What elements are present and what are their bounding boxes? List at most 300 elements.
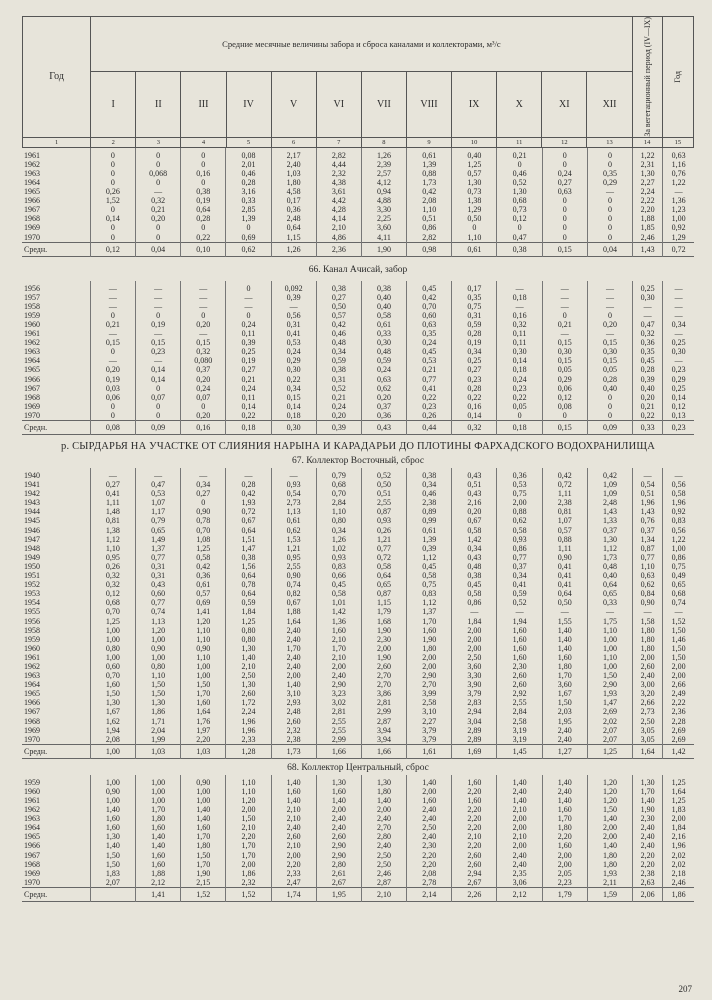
average-cell: 2,14 <box>407 887 452 901</box>
year-cell: 1962 <box>24 661 40 671</box>
value-cell: 2,40 <box>633 671 663 680</box>
value-cell: 0,72 <box>361 553 406 562</box>
table-row <box>22 281 694 293</box>
value-cell: 0,14 <box>663 393 694 402</box>
value-cell: 1,50 <box>587 805 632 814</box>
value-cell: 1,80 <box>361 787 406 796</box>
table-row <box>22 233 694 243</box>
value-cell: 2,84 <box>497 707 542 716</box>
value-cell: 0,70 <box>90 671 135 680</box>
value-cell: 0,31 <box>452 311 497 320</box>
value-cell: 1,33 <box>587 516 632 525</box>
value-cell: 2,20 <box>542 832 587 841</box>
value-cell: — <box>542 281 587 293</box>
year-cell: 1968 <box>24 716 40 726</box>
value-cell: 1,90 <box>407 635 452 644</box>
value-cell: 1,38 <box>90 526 135 535</box>
value-cell: 0,79 <box>316 468 361 480</box>
average-cell: 1,59 <box>587 887 632 901</box>
value-cell: 0,67 <box>226 516 271 525</box>
value-cell: 1,60 <box>90 823 135 832</box>
value-cell: 0,69 <box>181 598 226 607</box>
column-number: 13 <box>587 137 632 147</box>
value-cell: 1,15 <box>361 598 406 607</box>
value-cell: 2,60 <box>497 671 542 680</box>
column-number: 1 <box>23 137 91 147</box>
value-cell: — <box>542 293 587 302</box>
value-cell: 0,81 <box>542 507 587 516</box>
value-cell: 2,25 <box>361 214 406 223</box>
value-cell: 1,90 <box>361 653 406 662</box>
value-cell: 0,48 <box>316 338 361 347</box>
table-row <box>22 169 694 178</box>
year-cell: 1965 <box>24 832 40 842</box>
value-cell: — <box>587 293 632 302</box>
value-cell: 2,00 <box>271 671 316 680</box>
value-cell: 0,35 <box>587 169 632 178</box>
table-row <box>22 402 694 411</box>
value-cell: — <box>181 281 226 293</box>
value-cell: 0,24 <box>181 384 226 393</box>
value-cell: 0,14 <box>135 365 180 374</box>
value-cell: 0,15 <box>587 356 632 365</box>
value-cell: — <box>90 302 135 311</box>
year-cell: 1942 <box>24 489 40 499</box>
value-cell: 0,29 <box>542 375 587 384</box>
value-cell: 1,60 <box>316 626 361 635</box>
value-cell: 0 <box>226 281 271 293</box>
value-cell: 0,36 <box>497 468 542 480</box>
column-number: 2 <box>91 137 136 147</box>
value-cell: 0,86 <box>497 544 542 553</box>
value-cell: 0,32 <box>181 347 226 356</box>
value-cell: 1,60 <box>542 653 587 662</box>
value-cell: 2,30 <box>497 662 542 671</box>
value-cell: 0,95 <box>271 553 316 562</box>
average-cell: 2,10 <box>361 887 406 901</box>
value-cell: 2,40 <box>497 787 542 796</box>
average-cell: 1,90 <box>361 242 406 256</box>
column-number: 7 <box>316 137 361 147</box>
value-cell: 0,06 <box>542 384 587 393</box>
value-cell: 0,53 <box>271 338 316 347</box>
value-cell: 0,24 <box>316 402 361 411</box>
value-cell: 0,46 <box>497 169 542 178</box>
value-cell: 0 <box>181 498 226 507</box>
value-cell: 2,63 <box>633 878 663 888</box>
value-cell: 1,00 <box>181 671 226 680</box>
value-cell: 0,76 <box>633 516 663 525</box>
value-cell: 2,27 <box>633 178 663 187</box>
column-number: 15 <box>662 137 693 147</box>
value-cell: 2,46 <box>663 878 694 888</box>
value-cell: 0,27 <box>90 480 135 489</box>
table-row <box>22 607 694 616</box>
value-cell: 2,22 <box>663 698 694 707</box>
value-cell: 1,40 <box>407 775 452 787</box>
year-cell: 1962 <box>24 159 40 169</box>
value-cell: 0,45 <box>407 347 452 356</box>
value-cell: 0,50 <box>452 214 497 223</box>
value-cell: 2,69 <box>663 735 694 745</box>
value-cell: 2,50 <box>226 671 271 680</box>
value-cell: 2,20 <box>452 841 497 850</box>
value-cell: 1,40 <box>226 653 271 662</box>
value-cell: 0,60 <box>135 589 180 598</box>
value-cell: 1,30 <box>633 169 663 178</box>
veg-period-header: За вегетационный период (IV—IX) <box>632 17 662 138</box>
value-cell: 0,08 <box>542 402 587 411</box>
value-cell: 0 <box>226 311 271 320</box>
value-cell: 0 <box>181 178 226 187</box>
value-cell: 2,00 <box>407 787 452 796</box>
value-cell: 0,78 <box>226 580 271 589</box>
value-cell: 0 <box>587 223 632 232</box>
value-cell: 0,15 <box>90 338 135 347</box>
value-cell: 0,41 <box>90 489 135 498</box>
value-cell: 0 <box>90 311 135 320</box>
value-cell: 1,60 <box>90 680 135 689</box>
table-row <box>22 775 694 787</box>
value-cell: 1,12 <box>90 535 135 544</box>
value-cell: 0,65 <box>663 580 694 589</box>
year-cell: 1954 <box>24 598 40 608</box>
value-cell: 2,80 <box>361 832 406 841</box>
value-cell: 1,40 <box>316 796 361 805</box>
value-cell: 1,80 <box>542 823 587 832</box>
value-cell: 0,45 <box>407 281 452 293</box>
year-cell: 1964 <box>24 823 40 833</box>
value-cell: 2,40 <box>497 860 542 869</box>
year-cell: 1961 <box>24 329 40 339</box>
value-cell: 0 <box>542 160 587 169</box>
value-cell: 0,12 <box>663 402 694 411</box>
year-total-header: Год <box>662 17 693 138</box>
value-cell: 1,52 <box>90 196 135 205</box>
value-cell: 0,37 <box>181 365 226 374</box>
value-cell: 0,74 <box>271 580 316 589</box>
value-cell: 1,10 <box>181 626 226 635</box>
value-cell: 0 <box>542 196 587 205</box>
average-cell: 2,12 <box>497 887 542 901</box>
value-cell: 1,00 <box>135 796 180 805</box>
value-cell: 1,12 <box>407 598 452 607</box>
value-cell: 0,32 <box>633 329 663 338</box>
value-cell: 3,02 <box>316 698 361 707</box>
value-cell: 0,19 <box>90 375 135 384</box>
value-cell: 0,15 <box>181 338 226 347</box>
value-cell: 1,40 <box>497 775 542 787</box>
value-cell: 1,20 <box>587 787 632 796</box>
value-cell: 1,48 <box>90 507 135 516</box>
value-cell: 1,71 <box>135 717 180 726</box>
year-cell: 1970 <box>24 232 40 242</box>
value-cell: 2,05 <box>542 869 587 878</box>
value-cell: 0,48 <box>361 347 406 356</box>
value-cell: 2,07 <box>587 735 632 745</box>
value-cell: — <box>90 356 135 365</box>
value-cell: 0,41 <box>542 580 587 589</box>
value-cell: 2,50 <box>361 860 406 869</box>
value-cell: 1,13 <box>271 507 316 516</box>
value-cell: 0,50 <box>361 480 406 489</box>
value-cell: 2,90 <box>316 851 361 860</box>
table-row <box>22 375 694 384</box>
value-cell: 1,99 <box>135 735 180 745</box>
value-cell: 0,40 <box>633 384 663 393</box>
value-cell: 0,11 <box>226 393 271 402</box>
value-cell: 2,07 <box>90 878 135 888</box>
value-cell: 1,67 <box>542 689 587 698</box>
year-cell: 1948 <box>24 543 40 553</box>
value-cell: 0,11 <box>226 329 271 338</box>
value-cell: 2,15 <box>181 878 226 888</box>
value-cell: 0,90 <box>633 598 663 607</box>
value-cell: 2,55 <box>497 698 542 707</box>
value-cell: 0,58 <box>497 526 542 535</box>
value-cell: 0,87 <box>361 507 406 516</box>
value-cell: 1,12 <box>587 544 632 553</box>
value-cell: 1,80 <box>271 178 316 187</box>
value-cell: 0,25 <box>226 347 271 356</box>
value-cell: 0,34 <box>452 347 497 356</box>
value-cell: 0,77 <box>135 553 180 562</box>
value-cell: 0,14 <box>497 356 542 365</box>
value-cell: 2,60 <box>226 689 271 698</box>
value-cell: 0 <box>90 178 135 187</box>
value-cell: — <box>271 468 316 480</box>
value-cell: 1,50 <box>135 680 180 689</box>
value-cell: — <box>90 293 135 302</box>
year-cell: 1959 <box>24 634 40 644</box>
value-cell: 2,60 <box>452 851 497 860</box>
value-cell: 1,15 <box>271 233 316 243</box>
table-row <box>22 787 694 796</box>
value-cell: 4,12 <box>361 178 406 187</box>
value-cell: 2,78 <box>407 878 452 888</box>
value-cell: 0,15 <box>542 356 587 365</box>
value-cell: 1,40 <box>542 644 587 653</box>
value-cell: 0 <box>542 205 587 214</box>
value-cell: 0,34 <box>452 544 497 553</box>
average-cell: 1,61 <box>407 744 452 758</box>
value-cell: 1,10 <box>90 544 135 553</box>
value-cell: 2,87 <box>361 717 406 726</box>
year-cell: 1965 <box>24 365 40 375</box>
value-cell: 1,11 <box>542 544 587 553</box>
value-cell: 0,58 <box>407 571 452 580</box>
value-cell: 2,46 <box>361 869 406 878</box>
value-cell: 0,25 <box>663 338 694 347</box>
table-centralny-collector <box>22 775 694 902</box>
value-cell: 1,70 <box>316 644 361 653</box>
value-cell: 0,70 <box>316 489 361 498</box>
value-cell: — <box>181 302 226 311</box>
table-row <box>22 148 694 160</box>
value-cell: 0,58 <box>361 562 406 571</box>
average-cell: 1,74 <box>271 887 316 901</box>
value-cell: 2,40 <box>271 160 316 169</box>
value-cell: 1,67 <box>90 707 135 716</box>
value-cell: 0 <box>181 311 226 320</box>
value-cell: 0,74 <box>135 607 180 616</box>
average-cell: 0,98 <box>407 242 452 256</box>
value-cell: 4,38 <box>316 178 361 187</box>
value-cell: 1,75 <box>587 617 632 626</box>
value-cell: 0,068 <box>135 169 180 178</box>
table-row <box>22 689 694 698</box>
value-cell: 1,50 <box>90 860 135 869</box>
average-cell: 1,95 <box>316 887 361 901</box>
value-cell: 2,28 <box>663 717 694 726</box>
value-cell: 0,80 <box>316 516 361 525</box>
value-cell: 0,12 <box>542 393 587 402</box>
value-cell: 0,92 <box>663 223 694 232</box>
average-cell: 1,45 <box>497 744 542 758</box>
value-cell: 1,00 <box>135 787 180 796</box>
table-row <box>22 553 694 562</box>
value-cell: 3,00 <box>633 680 663 689</box>
value-cell: 0 <box>497 223 542 232</box>
value-cell: 0,86 <box>663 553 694 562</box>
value-cell: 1,76 <box>181 717 226 726</box>
value-cell: 2,30 <box>361 635 406 644</box>
value-cell: 1,96 <box>226 717 271 726</box>
value-cell: 1,70 <box>226 841 271 850</box>
value-cell: 0,83 <box>407 589 452 598</box>
section-title-67: 67. Коллектор Восточный, сброс <box>291 456 425 466</box>
value-cell: 2,89 <box>452 735 497 745</box>
value-cell: 1,40 <box>90 841 135 850</box>
table-row <box>22 796 694 805</box>
average-cell: 0,18 <box>226 421 271 435</box>
value-cell: 1,39 <box>226 214 271 223</box>
value-cell: 1,60 <box>90 814 135 823</box>
value-cell: 1,73 <box>587 553 632 562</box>
value-cell: 1,09 <box>587 489 632 498</box>
year-cell: 1940 <box>24 471 40 480</box>
value-cell: 2,00 <box>226 860 271 869</box>
value-cell: 0,30 <box>633 293 663 302</box>
value-cell: 0,43 <box>135 580 180 589</box>
year-cell: 1961 <box>24 652 40 662</box>
value-cell: 2,00 <box>407 653 452 662</box>
value-cell: 2,40 <box>633 823 663 832</box>
value-cell: 0,68 <box>316 480 361 489</box>
value-cell: 0,62 <box>497 516 542 525</box>
value-cell: 2,40 <box>361 814 406 823</box>
average-label: Средн. <box>22 421 90 435</box>
value-cell: 0,90 <box>271 571 316 580</box>
value-cell: 2,49 <box>663 689 694 698</box>
value-cell: 3,94 <box>361 735 406 745</box>
value-cell: 1,95 <box>542 717 587 726</box>
year-cell: 1969 <box>24 401 40 411</box>
value-cell: 0,64 <box>181 205 226 214</box>
value-cell: 1,21 <box>271 544 316 553</box>
year-cell: 1963 <box>24 671 40 681</box>
value-cell: 1,80 <box>135 814 180 823</box>
value-cell: 0 <box>587 411 632 421</box>
year-cell: 1960 <box>24 319 40 329</box>
value-cell: 2,00 <box>663 814 694 823</box>
value-cell: 2,00 <box>497 823 542 832</box>
value-cell: — <box>633 302 663 311</box>
value-cell: 0,63 <box>407 320 452 329</box>
value-cell: 0,39 <box>271 293 316 302</box>
year-header: Год <box>23 17 91 138</box>
value-cell: 1,22 <box>633 148 663 160</box>
year-cell: 1961 <box>24 796 40 805</box>
value-cell: 1,42 <box>452 535 497 544</box>
average-cell: 0,38 <box>497 242 542 256</box>
average-cell: 1,00 <box>90 744 135 758</box>
value-cell: 0,08 <box>226 148 271 160</box>
value-cell: 0,81 <box>90 516 135 525</box>
year-cell: 1949 <box>24 552 40 562</box>
value-cell: 1,10 <box>633 562 663 571</box>
value-cell: 1,03 <box>271 169 316 178</box>
table-row <box>22 384 694 393</box>
value-cell: 0,22 <box>497 393 542 402</box>
value-cell: 0,32 <box>497 320 542 329</box>
value-cell: 0,77 <box>497 553 542 562</box>
value-cell: 1,80 <box>587 860 632 869</box>
value-cell: 1,11 <box>90 498 135 507</box>
value-cell: 0,80 <box>90 644 135 653</box>
value-cell: 2,00 <box>226 805 271 814</box>
year-cell: 1956 <box>24 283 40 293</box>
value-cell: 1,20 <box>181 617 226 626</box>
table-row <box>22 320 694 329</box>
value-cell: — <box>497 302 542 311</box>
value-cell: — <box>663 311 694 320</box>
year-cell: 1951 <box>24 571 40 581</box>
value-cell: 1,80 <box>181 841 226 850</box>
year-cell: 1966 <box>24 196 40 206</box>
year-cell: 1962 <box>24 338 40 348</box>
value-cell: 2,90 <box>407 671 452 680</box>
value-cell: 3,60 <box>452 662 497 671</box>
value-cell: 2,00 <box>271 851 316 860</box>
value-cell: 0,58 <box>361 311 406 320</box>
value-cell: 3,30 <box>452 671 497 680</box>
table-row <box>22 571 694 580</box>
value-cell: 1,70 <box>181 860 226 869</box>
value-cell: 1,09 <box>587 480 632 489</box>
value-cell: 0,90 <box>181 644 226 653</box>
value-cell: 1,70 <box>181 832 226 841</box>
value-cell: 1,72 <box>226 698 271 707</box>
value-cell: 3,86 <box>361 689 406 698</box>
value-cell: 2,58 <box>497 717 542 726</box>
value-cell: 1,70 <box>633 787 663 796</box>
value-cell: 2,30 <box>633 814 663 823</box>
value-cell: 1,22 <box>663 178 694 187</box>
value-cell: 2,16 <box>663 832 694 841</box>
value-cell: 1,40 <box>135 832 180 841</box>
value-cell: 0,53 <box>497 480 542 489</box>
value-cell: 3,61 <box>316 187 361 196</box>
section-title-68: 68. Коллектор Центральный, сброс <box>287 762 429 773</box>
value-cell: 1,47 <box>226 544 271 553</box>
value-cell: 2,94 <box>452 707 497 716</box>
table-row <box>22 589 694 598</box>
value-cell: 0,41 <box>542 571 587 580</box>
value-cell: 0 <box>90 233 135 243</box>
value-cell: 1,70 <box>181 689 226 698</box>
value-cell: 0,35 <box>452 293 497 302</box>
